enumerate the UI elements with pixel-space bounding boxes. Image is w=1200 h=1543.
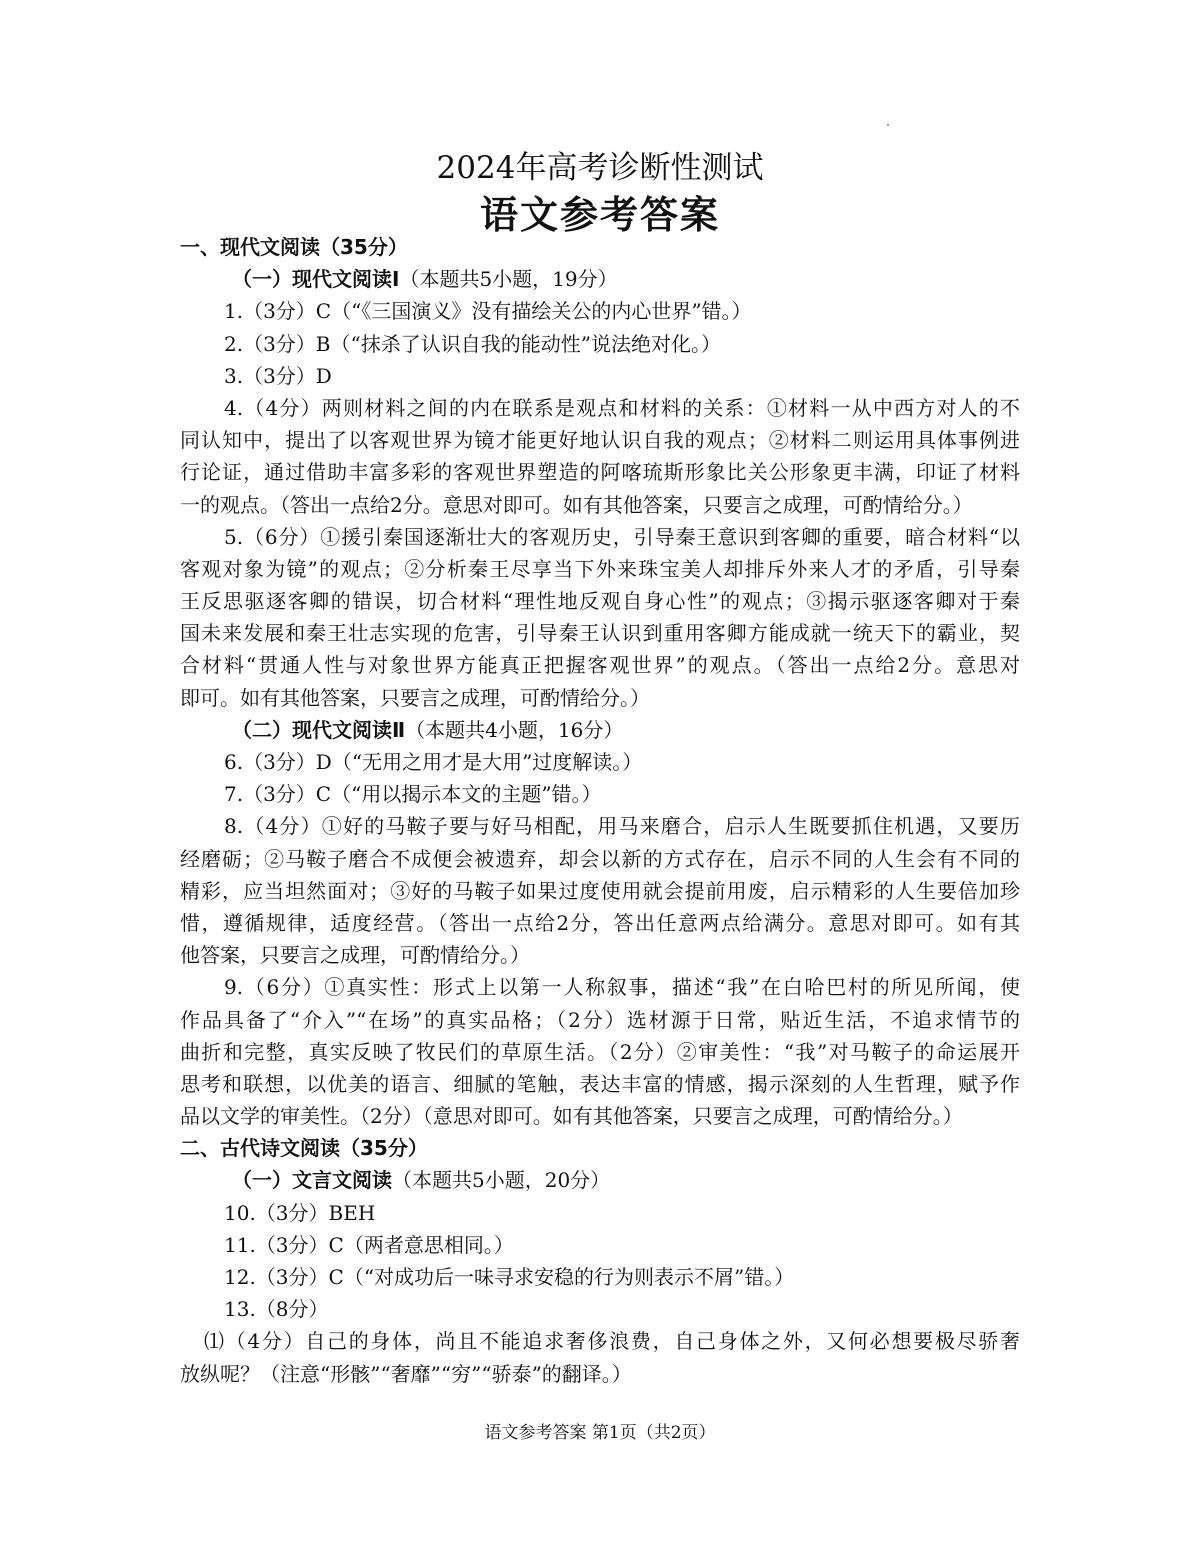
answer-line: 国未来发展和秦王壮志实现的危害，引导秦王认识到重用客卿方能成就一统天下的霸业，契: [180, 621, 1020, 646]
answer-line: 客观对象为镜”的观点；②分析秦王尽享当下外来珠宝美人却排斥外来人才的矛盾，引导秦: [180, 556, 1020, 581]
answer-6: 6.（3分）D（“无用之用才是大用”过度解读。）: [224, 750, 643, 774]
answer-line: 8.（4分）①好的马鞍子要与好马相配，用马来磨合，启示人生既要抓住机遇，又要历: [224, 814, 1020, 839]
answer-4: [180, 392, 1020, 521]
scan-speck: [887, 124, 889, 126]
answer-line: 王反思驱逐客卿的错误，切合材料“理性地反观自身心性”的观点；③揭示驱逐客卿对于秦: [180, 589, 1020, 614]
subsection-title: （一）现代文阅读Ⅰ: [232, 267, 400, 292]
subsection-heading: [180, 714, 1020, 746]
answer-13-1: [180, 1325, 1020, 1389]
answer-line: 4.（4分）两则材料之间的内在联系是观点和材料的关系：①材料一从中西方对人的不: [224, 395, 1020, 420]
answer-3: 3.（3分）D: [224, 363, 332, 388]
subsection-note: （本题共5小题，20分）: [392, 1168, 611, 1193]
subsection-title: （二）现代文阅读Ⅱ: [232, 717, 406, 742]
answer-7: 7.（3分）C（“用以揭示本文的主题”错。）: [224, 782, 602, 807]
answer-line: 作品具备了“介入”“在场”的真实品格；（2分）选材源于日常，贴近生活，不追求情节的: [180, 1007, 1020, 1032]
answer-11: 11.（3分）C（两者意思相同。）: [224, 1232, 514, 1257]
answer-5: [180, 521, 1020, 714]
answer-line: 5.（6分）①援引秦国逐渐壮大的客观历史，引导秦王意识到客卿的重要，暗合材料“以: [224, 524, 1020, 549]
subsection-heading: [180, 263, 1020, 295]
answer-13: 13.（8分）: [224, 1297, 329, 1322]
answer-9: [180, 971, 1020, 1132]
answer-line: 曲折和完整，真实反映了牧民们的草原生活。（2分）②审美性：“我”对马鞍子的命运展开: [180, 1039, 1020, 1064]
answer-1: 1.（3分）C（“《三国演义》没有描绘关公的内心世界”错。）: [224, 299, 752, 324]
answer-line: 一的观点。（答出一点给2分。意思对即可。如有其他答案，只要言之成理，可酌情给分。）: [180, 492, 973, 517]
answer-line: 合材料“贯通人性与对象世界方能真正把握客观世界”的观点。（答出一点给2分。意思对: [180, 653, 1020, 678]
answer-line: 放纵呢？（注意“形骸”“奢靡”“穷”“骄泰”的翻译。）: [180, 1361, 632, 1386]
answer-line: 精彩，应当坦然面对；③好的马鞍子如果过度使用就会提前用废，启示精彩的人生要倍加珍: [180, 878, 1020, 903]
answer-line: 惜，遵循规律，适度经营。（答出一点给2分，答出任意两点给满分。意思对即可。如有其: [180, 910, 1020, 935]
answer-line: 经磨砺；②马鞍子磨合不成便会被遗弃，却会以新的方式存在，启示不同的人生会有不同的: [180, 846, 1020, 871]
section-heading: 二、古代诗文阅读（35分）: [180, 1136, 428, 1161]
answer-line: 品以文学的审美性。（2分）（意思对即可。如有其他答案，只要言之成理，可酌情给分。）: [180, 1104, 963, 1129]
answer-12: 12.（3分）C（“对成功后一味寻求安稳的行为则表示不屑”错。）: [224, 1265, 795, 1289]
answer-line: 9.（6分）①真实性：形式上以第一人称叙事，描述“我”在白哈巴村的所见所闻，使: [224, 975, 1020, 1000]
page-footer: 语文参考答案 第1页（共2页）: [484, 1423, 716, 1443]
answer-body: [180, 231, 1020, 1390]
subsection-title: （一）文言文阅读: [232, 1168, 392, 1193]
answer-line: 他答案，只要言之成理，可酌情给分。）: [180, 943, 530, 968]
answer-8: [180, 810, 1020, 971]
subsection-note: （本题共4小题，16分）: [405, 717, 624, 742]
answer-line: 同认知中，提出了以客观世界为镜才能更好地认识自我的观点；②材料二则运用具体事例进: [180, 428, 1020, 453]
answer-line: 思考和联想，以优美的语言、细腻的笔触，表达丰富的情感，揭示深刻的人生哲理，赋予作: [180, 1071, 1020, 1096]
answer-line: ⑴（4分）自己的身体，尚且不能追求奢侈浪费，自己身体之外，又何必想要极尽骄奢: [204, 1329, 1020, 1354]
subsection-note: （本题共5小题，19分）: [399, 267, 618, 292]
subsection-heading: [180, 1164, 1020, 1196]
page-title: 2024年高考诊断性测试: [436, 150, 764, 186]
answer-10: 10.（3分）BEH: [224, 1200, 376, 1225]
section-heading: 一、现代文阅读（35分）: [180, 235, 408, 259]
answer-line: 行论证，通过借助丰富多彩的客观世界塑造的阿喀琉斯形象比关公形象更丰满，印证了材料: [180, 460, 1020, 485]
answer-line: 即可。如有其他答案，只要言之成理，可酌情给分。）: [180, 685, 650, 710]
page-subtitle: 语文参考答案: [479, 192, 720, 237]
answer-2: 2.（3分）B（“抹杀了认识自我的能动性”说法绝对化。）: [224, 331, 721, 356]
